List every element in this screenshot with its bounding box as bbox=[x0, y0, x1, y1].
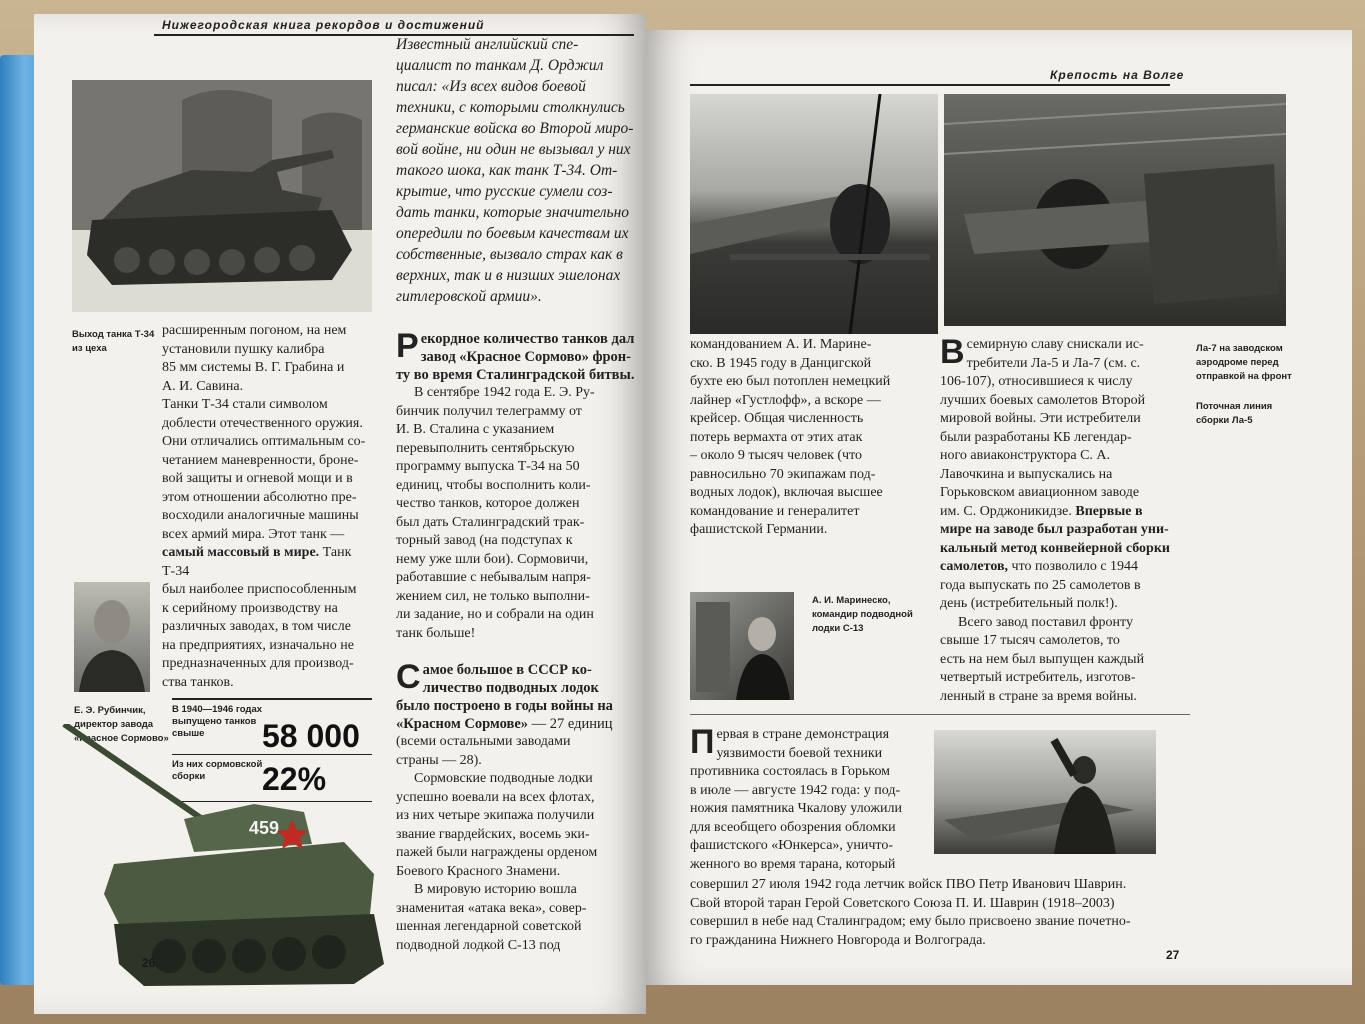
side-caption-la5: Поточная линия сборки Ла-5 bbox=[1196, 401, 1273, 426]
marinesko-caption: А. И. Маринеско, командир подводной лодки С-13 bbox=[812, 595, 913, 634]
marinesko-photo bbox=[690, 592, 794, 700]
header-rule bbox=[690, 84, 1170, 86]
la7-airfield-photo bbox=[690, 94, 938, 334]
intro-quote: Известный английский спе- циалист по танкам Д. Орджил писал: «Из всех видов боевой техники, с которыми столкнулись германские войска во Второй миро- вой войне, ни один не вызывал у них такого шока, как танк Т-34. От- крытие, что русские сумели соз- дать танки, которые значительно опередили по боевым качествам их собственные, вызвало страх как в верхних, так и в низших эшелонах гитлеровской армии». bbox=[396, 36, 634, 305]
rubinchik-portrait bbox=[74, 582, 150, 692]
pilot-photo bbox=[934, 730, 1156, 854]
page-number: 26 bbox=[142, 956, 156, 970]
stat-row: Из них сормовской сборки 22% bbox=[172, 755, 372, 802]
left-column-2: Р екордное количество танков дал завод «Красное Сормово» фрон- ту во время Сталинградской битвы. В сентябре 1942 года Е. Э. Ру- бинчик получил телеграмму от И. В. Сталина с указанием перевыполнить сентябрьскую программу выпуска Т-34 на 50 единиц, чтобы восполнить коли- чество танков, которое должен был дать Сталинградский трак- торный завод (на подступах к нему уже шли бои). Сормовичи, работавшие с небывалым напря- жением сил, не только выполни- ли задание, но и собрали на один танк больше! С амое большое в СССР ко- личество подводных лодок было построено в годы войны на «Красном Сормове» — 27 единиц (всеми остальными заводами страны — 28). Сормовские подводные лодки успешно воевали на всех флотах, из них четыре экипажа получили звание гвардейских, восемь эки- пажей были награждены орденом Боевого Красного Знамени. В мировую историю вошла знаменитая «атака века», совер- шенная легендарной советской подводной лодкой С-13 под bbox=[396, 330, 635, 953]
right-page bbox=[646, 30, 1352, 985]
stat-value: 22% bbox=[262, 761, 327, 797]
tank-number: 459 bbox=[249, 818, 280, 838]
la5-assembly-photo bbox=[944, 94, 1286, 326]
tank-t34-photo bbox=[72, 80, 372, 312]
left-column-1: расширенным погоном, на нем установили пушку калибра 85 мм системы В. Г. Грабина и А. И. Савина. Танки Т-34 стали символом доблести отечественного оружия. Они отличались оптимальным со- четанием маневренности, броне- вой защиты и огневой мощи и в этом отношении абсолютно пре- восходили аналогичные машины всех армий мира. Этот танк — самый массовый в мире. Танк Т-34 был наиболее приспособленным к серийному производству на различных заводах, в том числе на предприятиях, изначально не предназначенных для производ- ства танков. bbox=[162, 323, 366, 690]
stat-value: 58 000 bbox=[262, 718, 360, 754]
bottom-text: П ервая в стране демонстрация уязвимости боевой техники противника состоялась в Горьком в июле — августе 1942 года: у под- ножия памятника Чкалову уложили для всеобщего обозрения обломки фашистского «Юнкерса», уничто- женного во время тарана, который bbox=[690, 726, 902, 872]
stat-row: В 1940—1946 годах выпущено танков свыше 58 000 bbox=[172, 698, 372, 755]
page-number: 27 bbox=[1166, 948, 1180, 962]
portrait-caption: Е. Э. Рубинчик, директор завода «Красное Сормово» bbox=[74, 705, 169, 744]
running-header: Нижегородская книга рекордов и достижений bbox=[162, 18, 485, 32]
bottom-wide-text: совершил 27 июля 1942 года летчик войск ПВО Петр Иванович Шаврин. Свой второй таран Герой Советского Союза П. И. Шаврин (1918–2003) совершил в небе над Сталинградом; ему было присвоено звание почетно- го гражданина Нижнего Новгорода и Волгограда. bbox=[690, 877, 1131, 948]
tank-illustration bbox=[54, 724, 384, 1004]
section-divider bbox=[690, 714, 1190, 715]
tank-photo-caption: Выход танка Т-34 из цеха bbox=[72, 329, 155, 354]
right-column-2: В семирную славу снискали ис- требители Ла-5 и Ла-7 (см. с. 106-107), относившиеся к числу лучших боевых самолетов Второй мировой войны. Эти истребители были разработаны КБ легендар- ного авиаконструктора С. А. Лавочкина и выпускались на Горьковском авиационном заводе им. С. Орджоникидзе. Впервые в мире на заводе был разработан уни- кальный метод конвейерной сборки самолетов, что позволило с 1944 года выпускать по 25 самолетов в день (истребительный полк!). Всего завод поставил фронту свыше 17 тысяч самолетов, то есть на нем был выпущен каждый четвертый истребитель, изготов- ленный в стране за время войны. bbox=[940, 336, 1170, 704]
left-page bbox=[34, 14, 646, 1014]
side-caption-la7: Ла-7 на заводском аэродроме перед отправкой на фронт bbox=[1196, 343, 1292, 382]
right-column-1: командованием А. И. Марине- ско. В 1945 году в Данцигской бухте ею был потоплен немецкий лайнер «Густлофф», а вскоре — крейсер. Общая численность потерь вермахта от этих атак – около 9 тысяч человек (что равносильно 70 экипажам под- водных лодок), включая высшее командование и генералитет фашистской Германии. bbox=[690, 337, 891, 537]
running-header: Крепость на Волге bbox=[1050, 68, 1185, 82]
